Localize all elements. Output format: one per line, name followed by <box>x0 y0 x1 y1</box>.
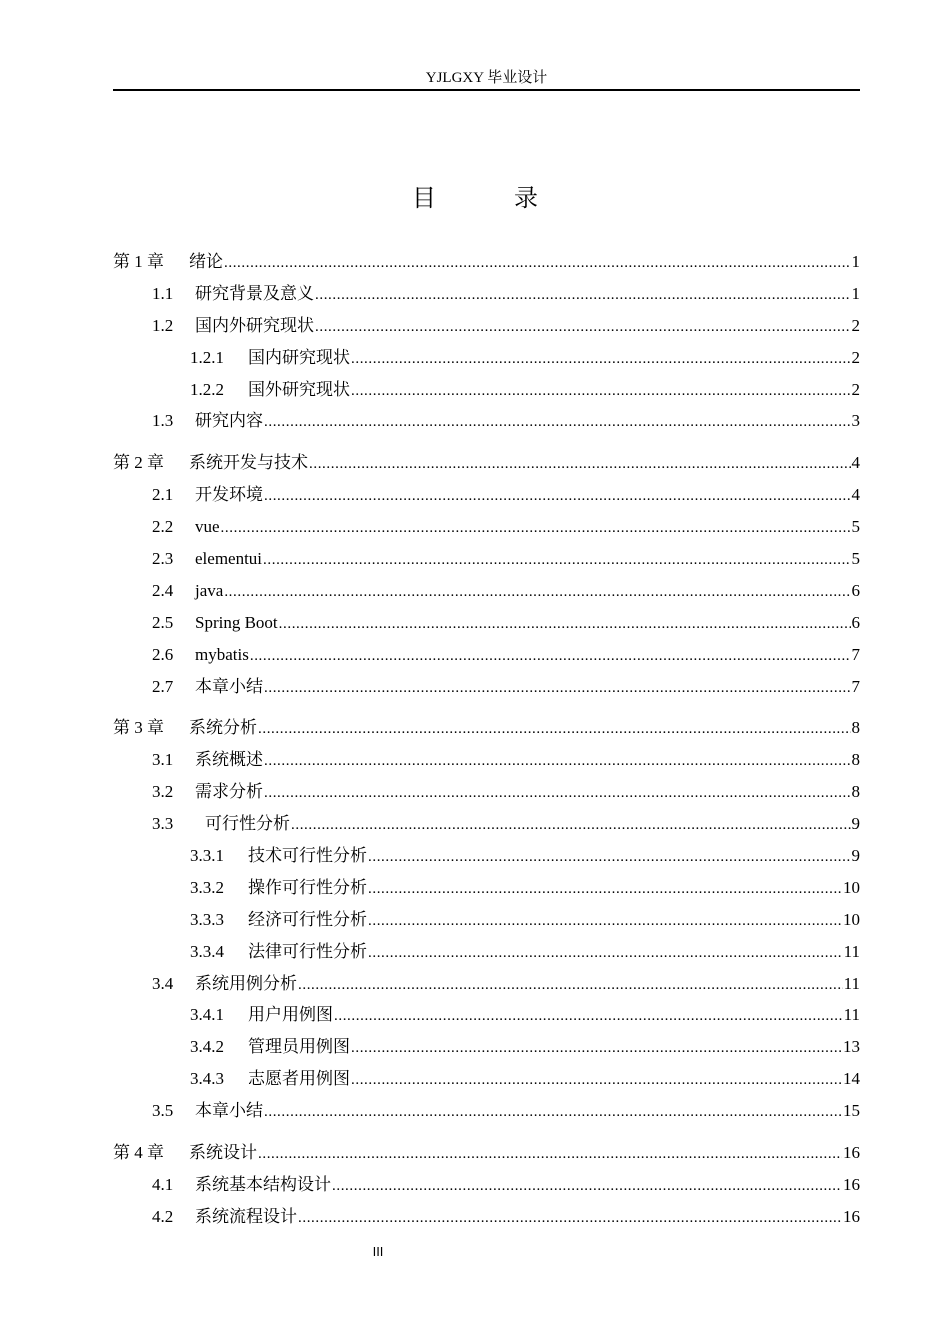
toc-dot-leader <box>250 641 851 673</box>
toc-entry-number: 3.4.3 <box>190 1069 224 1089</box>
toc-entry-number: 2.2 <box>152 517 174 537</box>
toc-section-entry[interactable] <box>113 1095 860 1127</box>
toc-entry-number: 3.3.2 <box>190 877 224 897</box>
toc-dot-leader <box>258 1139 842 1171</box>
toc-entry-title: java <box>195 580 224 600</box>
toc-dot-leader <box>368 938 843 970</box>
toc-entry-title: Spring Boot <box>195 612 278 632</box>
toc-entry-number: 2.4 <box>152 580 174 600</box>
toc-entry-page: 7 <box>851 644 860 664</box>
toc-section-entry[interactable] <box>113 405 860 437</box>
toc-dot-leader <box>332 1171 842 1203</box>
toc-entry-number: 2.6 <box>152 644 174 664</box>
toc-entry-title: vue <box>195 517 220 537</box>
toc-entry-title: 系统流程设计 <box>195 1206 297 1226</box>
toc-section-entry[interactable] <box>113 999 860 1031</box>
toc-dot-leader <box>298 970 843 1002</box>
toc-entry-title: 法律可行性分析 <box>248 941 367 961</box>
toc-entry-number: 3.3.1 <box>190 846 224 866</box>
toc-dot-leader <box>264 746 851 778</box>
toc-entry-page: 11 <box>843 941 860 961</box>
toc-entry-number: 1.2 <box>152 315 174 335</box>
toc-dot-leader <box>351 344 851 376</box>
toc-entry-title: 系统设计 <box>189 1143 257 1163</box>
page-header: YJLGXY 毕业设计 <box>113 68 860 91</box>
toc-section-entry[interactable] <box>113 840 860 872</box>
page-number: III <box>372 1244 384 1259</box>
toc-dot-leader <box>291 810 851 842</box>
toc-entry-number: 3.3.3 <box>190 909 224 929</box>
toc-entry-title: 系统分析 <box>189 718 257 738</box>
toc-dot-leader <box>221 513 851 545</box>
toc-entry-page: 5 <box>851 549 860 569</box>
toc-entry-number: 3.3.4 <box>190 941 224 961</box>
toc-entry-number: 2.3 <box>152 549 174 569</box>
toc-entry-title: 可行性分析 <box>205 814 290 834</box>
toc-entry-number: 4.2 <box>152 1206 174 1226</box>
toc-entry-title: 需求分析 <box>195 782 263 802</box>
toc-section-entry[interactable] <box>113 374 860 406</box>
toc-entry-number: 1.2.1 <box>190 347 224 367</box>
toc-dot-leader <box>315 280 851 312</box>
toc-dot-leader <box>315 312 851 344</box>
toc-entry-title: 系统概述 <box>195 750 263 770</box>
toc-chapter-entry[interactable] <box>113 447 860 479</box>
toc-entry-number: 2.5 <box>152 612 174 632</box>
toc-entry-page: 9 <box>851 846 860 866</box>
toc-entry-title: 管理员用例图 <box>248 1037 350 1057</box>
toc-dot-leader <box>351 1065 842 1097</box>
table-of-contents <box>113 246 860 1233</box>
toc-dot-leader <box>351 376 851 408</box>
toc-entry-number: 2.7 <box>152 676 174 696</box>
toc-section-entry[interactable] <box>113 936 860 968</box>
toc-dot-leader <box>334 1001 843 1033</box>
toc-entry-title: 国内研究现状 <box>248 347 350 367</box>
toc-entry-title: 绪论 <box>189 252 223 271</box>
toc-entry-page: 15 <box>843 1101 860 1121</box>
toc-entry-number: 第 2 章 <box>113 453 164 473</box>
toc-section-entry[interactable] <box>113 278 860 310</box>
toc-entry-page: 16 <box>843 1206 860 1226</box>
toc-entry-number: 第 4 章 <box>113 1143 164 1163</box>
toc-entry-page: 4 <box>851 453 860 473</box>
toc-entry-page: 11 <box>843 973 860 993</box>
toc-entry-page: 8 <box>851 718 860 738</box>
toc-entry-number: 2.1 <box>152 485 174 505</box>
toc-entry-number: 第 1 章 <box>113 252 164 271</box>
toc-section-entry[interactable] <box>113 1201 860 1233</box>
toc-section-entry[interactable] <box>113 575 860 607</box>
toc-entry-number: 3.2 <box>152 782 174 802</box>
toc-dot-leader <box>368 874 842 906</box>
toc-dot-leader <box>264 673 851 705</box>
toc-dot-leader <box>368 906 842 938</box>
toc-entry-page: 1 <box>851 252 860 271</box>
toc-entry-page: 9 <box>851 814 860 834</box>
toc-entry-title: mybatis <box>195 644 249 664</box>
toc-entry-title: 开发环境 <box>195 485 263 505</box>
toc-dot-leader <box>279 609 851 641</box>
toc-section-entry[interactable] <box>113 744 860 776</box>
toc-entry-title: 系统基本结构设计 <box>195 1174 331 1194</box>
toc-entry-title: elementui <box>195 549 263 569</box>
toc-section-entry[interactable] <box>113 1031 860 1063</box>
toc-entry-title: 研究内容 <box>195 411 263 431</box>
toc-entry-page: 10 <box>843 877 860 897</box>
toc-entry-number: 第 3 章 <box>113 718 164 738</box>
toc-entry-number: 3.3 <box>152 814 174 834</box>
toc-dot-leader <box>258 714 851 746</box>
toc-chapter-entry[interactable] <box>113 1137 860 1169</box>
toc-dot-leader <box>224 577 850 609</box>
toc-entry-page: 11 <box>843 1005 860 1025</box>
toc-dot-leader <box>309 449 851 481</box>
toc-entry-title: 志愿者用例图 <box>248 1069 350 1089</box>
toc-dot-leader <box>264 481 851 513</box>
toc-chapter-entry[interactable] <box>113 246 860 278</box>
toc-entry-page: 16 <box>843 1174 860 1194</box>
toc-entry-page: 2 <box>851 379 860 399</box>
toc-entry-page: 6 <box>851 580 860 600</box>
toc-section-entry[interactable] <box>113 511 860 543</box>
toc-entry-number: 3.4 <box>152 973 174 993</box>
toc-dot-leader <box>368 842 851 874</box>
toc-entry-page: 1 <box>851 283 860 303</box>
toc-entry-number: 4.1 <box>152 1174 174 1194</box>
toc-entry-title: 研究背景及意义 <box>195 283 314 303</box>
toc-entry-page: 2 <box>851 315 860 335</box>
toc-entry-title: 本章小结 <box>195 676 263 696</box>
toc-section-entry[interactable] <box>113 479 860 511</box>
toc-entry-page: 8 <box>851 782 860 802</box>
toc-entry-title: 国内外研究现状 <box>195 315 314 335</box>
toc-entry-page: 6 <box>851 612 860 632</box>
toc-section-entry[interactable] <box>113 776 860 808</box>
toc-section-entry[interactable] <box>113 968 860 1000</box>
toc-entry-number: 1.2.2 <box>190 379 224 399</box>
toc-entry-title: 系统开发与技术 <box>189 453 308 473</box>
toc-section-entry[interactable] <box>113 1063 860 1095</box>
toc-entry-title: 系统用例分析 <box>195 973 297 993</box>
toc-entry-page: 4 <box>851 485 860 505</box>
toc-entry-title: 国外研究现状 <box>248 379 350 399</box>
toc-entry-number: 1.3 <box>152 411 174 431</box>
toc-entry-title: 技术可行性分析 <box>248 846 367 866</box>
toc-entry-title: 本章小结 <box>195 1101 263 1121</box>
toc-entry-page: 8 <box>851 750 860 770</box>
toc-entry-title: 操作可行性分析 <box>248 877 367 897</box>
toc-section-entry[interactable] <box>113 872 860 904</box>
toc-dot-leader <box>263 545 850 577</box>
toc-entry-page: 10 <box>843 909 860 929</box>
toc-dot-leader <box>264 778 851 810</box>
toc-entry-number: 3.5 <box>152 1101 174 1121</box>
toc-section-entry[interactable] <box>113 607 860 639</box>
toc-dot-leader <box>224 248 851 280</box>
toc-entry-page: 16 <box>843 1143 860 1163</box>
toc-section-entry[interactable] <box>113 1169 860 1201</box>
toc-entry-number: 1.1 <box>152 283 174 303</box>
toc-section-entry[interactable] <box>113 904 860 936</box>
toc-section-entry[interactable] <box>113 808 860 840</box>
page-title: 目 录 <box>412 186 574 212</box>
toc-dot-leader <box>351 1033 842 1065</box>
toc-entry-number: 3.4.1 <box>190 1005 224 1025</box>
toc-entry-page: 7 <box>851 676 860 696</box>
toc-entry-number: 3.4.2 <box>190 1037 224 1057</box>
toc-entry-page: 3 <box>851 411 860 431</box>
toc-entry-title: 用户用例图 <box>248 1005 333 1025</box>
toc-entry-page: 5 <box>851 517 860 537</box>
toc-section-entry[interactable] <box>113 639 860 671</box>
toc-entry-page: 13 <box>843 1037 860 1057</box>
toc-section-entry[interactable] <box>113 342 860 374</box>
toc-chapter-entry[interactable] <box>113 712 860 744</box>
toc-section-entry[interactable] <box>113 671 860 703</box>
toc-dot-leader <box>298 1203 842 1235</box>
toc-section-entry[interactable] <box>113 310 860 342</box>
toc-dot-leader <box>264 1097 842 1129</box>
toc-entry-number: 3.1 <box>152 750 174 770</box>
toc-entry-title: 经济可行性分析 <box>248 909 367 929</box>
toc-entry-page: 2 <box>851 347 860 367</box>
toc-section-entry[interactable] <box>113 543 860 575</box>
toc-entry-page: 14 <box>843 1069 860 1089</box>
toc-dot-leader <box>264 407 851 439</box>
